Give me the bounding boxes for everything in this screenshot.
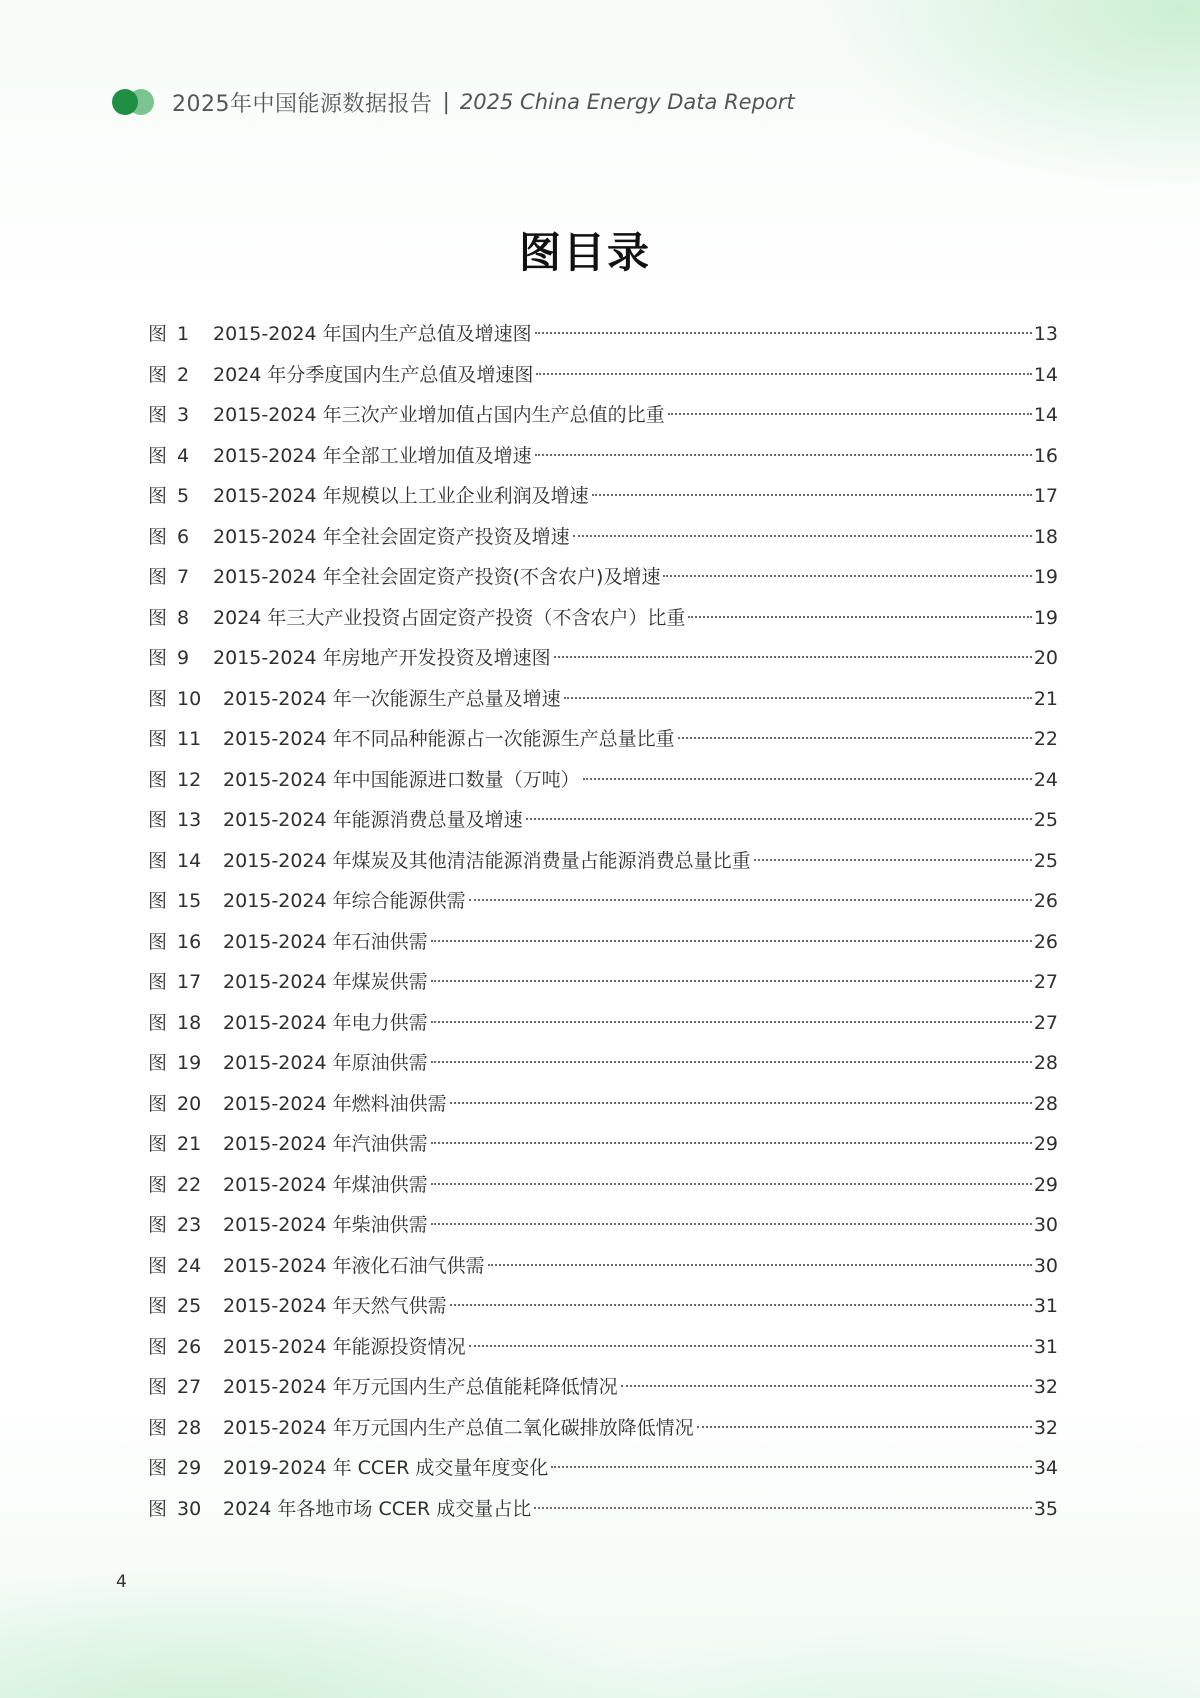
figure-page-ref[interactable]: 16 — [1033, 444, 1058, 467]
figure-number: 1 — [177, 323, 190, 345]
figure-page-ref[interactable]: 20 — [1033, 647, 1058, 669]
dot-leader — [536, 373, 1031, 375]
figure-title[interactable]: 2015-2024 年全社会固定资产投资(不含农户)及增速 — [213, 566, 661, 588]
figure-prefix: 图 — [148, 525, 168, 548]
figure-prefix: 图 — [148, 1254, 168, 1277]
figure-prefix: 图 — [148, 1497, 168, 1520]
figure-title[interactable]: 2015-2024 年原油供需 — [223, 1052, 428, 1074]
dot-leader — [431, 1142, 1032, 1144]
figure-number: 9 — [177, 647, 190, 669]
dot-leader — [754, 859, 1032, 861]
figure-title[interactable]: 2015-2024 年万元国内生产总值能耗降低情况 — [223, 1376, 618, 1398]
figure-number: 23 — [177, 1214, 202, 1236]
figure-title[interactable]: 2015-2024 年全部工业增加值及增速 — [213, 444, 532, 467]
figure-page-ref[interactable]: 21 — [1033, 687, 1058, 710]
figure-title[interactable]: 2015-2024 年不同品种能源占一次能源生产总量比重 — [223, 728, 675, 750]
toc-entry[interactable] — [148, 1005, 1058, 1046]
figure-number: 12 — [177, 768, 202, 791]
running-header — [112, 86, 795, 118]
figure-number: 18 — [177, 1011, 202, 1034]
figure-prefix: 图 — [148, 566, 168, 588]
dot-leader — [488, 1264, 1032, 1266]
dot-leader — [573, 535, 1032, 537]
dot-leader — [431, 940, 1032, 942]
figure-page-ref[interactable]: 28 — [1033, 1092, 1058, 1115]
dot-leader — [535, 332, 1032, 334]
figure-title[interactable]: 2019-2024 年 CCER 成交量年度变化 — [223, 1457, 549, 1479]
dot-leader — [450, 1304, 1032, 1306]
figure-title[interactable]: 2015-2024 年综合能源供需 — [223, 890, 466, 912]
toc-entry[interactable] — [148, 1288, 1058, 1329]
figure-prefix: 图 — [148, 404, 168, 426]
figure-title[interactable]: 2015-2024 年柴油供需 — [223, 1214, 428, 1236]
figure-prefix: 图 — [148, 809, 168, 831]
toc-entry[interactable] — [148, 1248, 1058, 1289]
toc-entry[interactable] — [148, 1086, 1058, 1127]
figure-title[interactable]: 2015-2024 年全社会固定资产投资及增速 — [213, 525, 570, 548]
dot-leader — [431, 1021, 1032, 1023]
figure-prefix: 图 — [148, 606, 168, 629]
figure-prefix: 图 — [148, 1173, 168, 1196]
figure-page-ref[interactable]: 14 — [1033, 404, 1058, 426]
figure-page-ref[interactable]: 29 — [1033, 1133, 1058, 1155]
figure-number: 17 — [177, 971, 202, 993]
figure-title[interactable]: 2015-2024 年能源投资情况 — [223, 1335, 466, 1358]
figure-number: 14 — [177, 849, 202, 872]
figure-number: 3 — [177, 404, 190, 426]
figure-list — [148, 316, 1058, 1531]
figure-title[interactable]: 2015-2024 年燃料油供需 — [223, 1092, 447, 1115]
figure-title[interactable]: 2015-2024 年规模以上工业企业利润及增速 — [213, 485, 589, 507]
figure-title[interactable]: 2024 年各地市场 CCER 成交量占比 — [223, 1497, 532, 1520]
toc-entry[interactable] — [148, 1491, 1058, 1532]
toc-entry[interactable] — [148, 1410, 1058, 1451]
figure-prefix: 图 — [148, 1133, 168, 1155]
toc-entry[interactable] — [148, 397, 1058, 438]
toc-entry[interactable] — [148, 762, 1058, 803]
figure-page-ref[interactable]: 13 — [1033, 323, 1058, 345]
dot-leader — [592, 494, 1032, 496]
page-number: 4 — [116, 1572, 127, 1592]
dot-leader — [535, 454, 1032, 456]
figure-page-ref[interactable]: 18 — [1033, 525, 1058, 548]
figure-title[interactable]: 2015-2024 年煤油供需 — [223, 1173, 428, 1196]
dot-leader — [621, 1385, 1032, 1387]
dot-leader — [583, 778, 1032, 780]
figure-title[interactable]: 2015-2024 年中国能源进口数量（万吨） — [223, 768, 580, 791]
figure-title[interactable]: 2024 年三大产业投资占固定资产投资（不含农户）比重 — [213, 606, 686, 629]
figure-title[interactable]: 2015-2024 年液化石油气供需 — [223, 1254, 485, 1277]
figure-number: 27 — [177, 1376, 202, 1398]
dot-leader — [534, 1507, 1032, 1509]
figure-prefix: 图 — [148, 728, 168, 750]
figure-title[interactable]: 2015-2024 年一次能源生产总量及增速 — [223, 687, 561, 710]
toc-entry[interactable] — [148, 843, 1058, 884]
figure-number: 11 — [177, 728, 202, 750]
figure-number: 19 — [177, 1052, 202, 1074]
toc-entry[interactable] — [148, 357, 1058, 398]
figure-page-ref[interactable]: 28 — [1033, 1052, 1058, 1074]
toc-entry[interactable] — [148, 1167, 1058, 1208]
figure-number: 5 — [177, 485, 190, 507]
figure-prefix: 图 — [148, 849, 168, 872]
figure-page-ref[interactable]: 31 — [1033, 1295, 1058, 1317]
figure-page-ref[interactable]: 17 — [1033, 485, 1058, 507]
figure-prefix: 图 — [148, 1335, 168, 1358]
figure-title[interactable]: 2015-2024 年能源消费总量及增速 — [223, 809, 523, 831]
figure-prefix: 图 — [148, 1416, 168, 1439]
dot-leader — [668, 413, 1032, 415]
figure-prefix: 图 — [148, 1011, 168, 1034]
figure-number: 4 — [177, 444, 190, 467]
figure-prefix: 图 — [148, 1092, 168, 1115]
toc-entry[interactable] — [148, 640, 1058, 681]
toc-entry[interactable] — [148, 519, 1058, 560]
toc-entry[interactable] — [148, 600, 1058, 641]
figure-page-ref[interactable]: 26 — [1033, 890, 1058, 912]
figure-title[interactable]: 2015-2024 年煤炭及其他清洁能源消费量占能源消费总量比重 — [223, 849, 751, 872]
figure-number: 10 — [177, 687, 202, 710]
dot-leader — [469, 1345, 1032, 1347]
dot-leader — [678, 737, 1032, 739]
figure-page-ref[interactable]: 30 — [1033, 1214, 1058, 1236]
dot-leader — [688, 616, 1031, 618]
dot-leader — [526, 818, 1032, 820]
figure-title[interactable]: 2015-2024 年煤炭供需 — [223, 971, 428, 993]
figure-number: 2 — [177, 363, 190, 386]
figure-number: 20 — [177, 1092, 202, 1115]
toc-entry[interactable] — [148, 316, 1058, 357]
toc-entry[interactable] — [148, 681, 1058, 722]
toc-entry[interactable] — [148, 1450, 1058, 1491]
figure-prefix: 图 — [148, 485, 168, 507]
figure-title[interactable]: 2015-2024 年房地产开发投资及增速图 — [213, 647, 551, 669]
header-separator: | — [442, 89, 450, 115]
toc-entry[interactable] — [148, 1329, 1058, 1370]
figure-prefix: 图 — [148, 890, 168, 912]
figure-title[interactable]: 2015-2024 年国内生产总值及增速图 — [213, 323, 532, 345]
toc-entry[interactable] — [148, 1207, 1058, 1248]
figure-number: 6 — [177, 525, 190, 548]
toc-entry[interactable] — [148, 478, 1058, 519]
dot-leader — [469, 899, 1032, 901]
figure-number: 21 — [177, 1133, 202, 1155]
figure-title[interactable]: 2015-2024 年石油供需 — [223, 930, 428, 953]
toc-entry[interactable] — [148, 1045, 1058, 1086]
figure-page-ref[interactable]: 32 — [1033, 1376, 1058, 1398]
figure-number: 13 — [177, 809, 202, 831]
figure-prefix: 图 — [148, 768, 168, 791]
figure-title[interactable]: 2015-2024 年万元国内生产总值二氧化碳排放降低情况 — [223, 1416, 694, 1439]
toc-entry[interactable] — [148, 438, 1058, 479]
page-title: 图目录 — [518, 228, 651, 277]
figure-prefix: 图 — [148, 363, 168, 386]
figure-number: 8 — [177, 606, 190, 629]
dot-leader — [663, 575, 1031, 577]
figure-page-ref[interactable]: 25 — [1033, 809, 1058, 831]
figure-number: 26 — [177, 1335, 202, 1358]
header-title-en: 2025 China Energy Data Report — [459, 90, 795, 114]
figure-prefix: 图 — [148, 444, 168, 467]
report-logo-icon — [112, 88, 156, 116]
figure-number: 25 — [177, 1295, 202, 1317]
figure-page-ref[interactable]: 35 — [1033, 1497, 1058, 1520]
dot-leader — [431, 1223, 1032, 1225]
toc-entry[interactable] — [148, 721, 1058, 762]
dot-leader — [431, 1183, 1032, 1185]
dot-leader — [554, 656, 1032, 658]
toc-entry[interactable] — [148, 1126, 1058, 1167]
figure-prefix: 图 — [148, 323, 168, 345]
toc-entry[interactable] — [148, 559, 1058, 600]
figure-number: 29 — [177, 1457, 202, 1479]
figure-page-ref[interactable]: 19 — [1033, 566, 1058, 588]
figure-prefix: 图 — [148, 647, 168, 669]
toc-entry[interactable] — [148, 924, 1058, 965]
figure-page-ref[interactable]: 27 — [1033, 971, 1058, 993]
figure-page-ref[interactable]: 25 — [1033, 849, 1058, 872]
figure-number: 30 — [177, 1497, 202, 1520]
figure-page-ref[interactable]: 30 — [1033, 1254, 1058, 1277]
dot-leader — [431, 980, 1032, 982]
dot-leader — [551, 1466, 1031, 1468]
figure-title[interactable]: 2024 年分季度国内生产总值及增速图 — [213, 363, 534, 386]
figure-prefix: 图 — [148, 1376, 168, 1398]
figure-number: 7 — [177, 566, 190, 588]
figure-prefix: 图 — [148, 930, 168, 953]
toc-entry[interactable] — [148, 964, 1058, 1005]
figure-page-ref[interactable]: 22 — [1033, 728, 1058, 750]
figure-page-ref[interactable]: 29 — [1033, 1173, 1058, 1196]
figure-prefix: 图 — [148, 1457, 168, 1479]
figure-page-ref[interactable]: 27 — [1033, 1011, 1058, 1034]
figure-title[interactable]: 2015-2024 年三次产业增加值占国内生产总值的比重 — [213, 404, 665, 426]
figure-title[interactable]: 2015-2024 年电力供需 — [223, 1011, 428, 1034]
figure-prefix: 图 — [148, 1295, 168, 1317]
dot-leader — [431, 1061, 1032, 1063]
figure-prefix: 图 — [148, 971, 168, 993]
figure-number: 24 — [177, 1254, 202, 1277]
figure-page-ref[interactable]: 32 — [1033, 1416, 1058, 1439]
figure-page-ref[interactable]: 24 — [1033, 768, 1058, 791]
dot-leader — [697, 1426, 1032, 1428]
figure-title[interactable]: 2015-2024 年汽油供需 — [223, 1133, 428, 1155]
toc-entry[interactable] — [148, 802, 1058, 843]
dot-leader — [450, 1102, 1032, 1104]
toc-entry[interactable] — [148, 1369, 1058, 1410]
figure-page-ref[interactable]: 19 — [1033, 606, 1058, 629]
figure-page-ref[interactable]: 31 — [1033, 1335, 1058, 1358]
figure-page-ref[interactable]: 34 — [1033, 1457, 1058, 1479]
logo-dark-circle — [112, 89, 138, 115]
figure-page-ref[interactable]: 26 — [1033, 930, 1058, 953]
figure-number: 16 — [177, 930, 202, 953]
header-title-cn: 2025年中国能源数据报告 — [172, 91, 433, 117]
figure-prefix: 图 — [148, 687, 168, 710]
figure-prefix: 图 — [148, 1052, 168, 1074]
figure-number: 28 — [177, 1416, 202, 1439]
dot-leader — [564, 697, 1032, 699]
toc-entry[interactable] — [148, 883, 1058, 924]
figure-prefix: 图 — [148, 1214, 168, 1236]
figure-number: 15 — [177, 890, 202, 912]
figure-title[interactable]: 2015-2024 年天然气供需 — [223, 1295, 447, 1317]
figure-number: 22 — [177, 1173, 202, 1196]
figure-page-ref[interactable]: 14 — [1033, 363, 1058, 386]
